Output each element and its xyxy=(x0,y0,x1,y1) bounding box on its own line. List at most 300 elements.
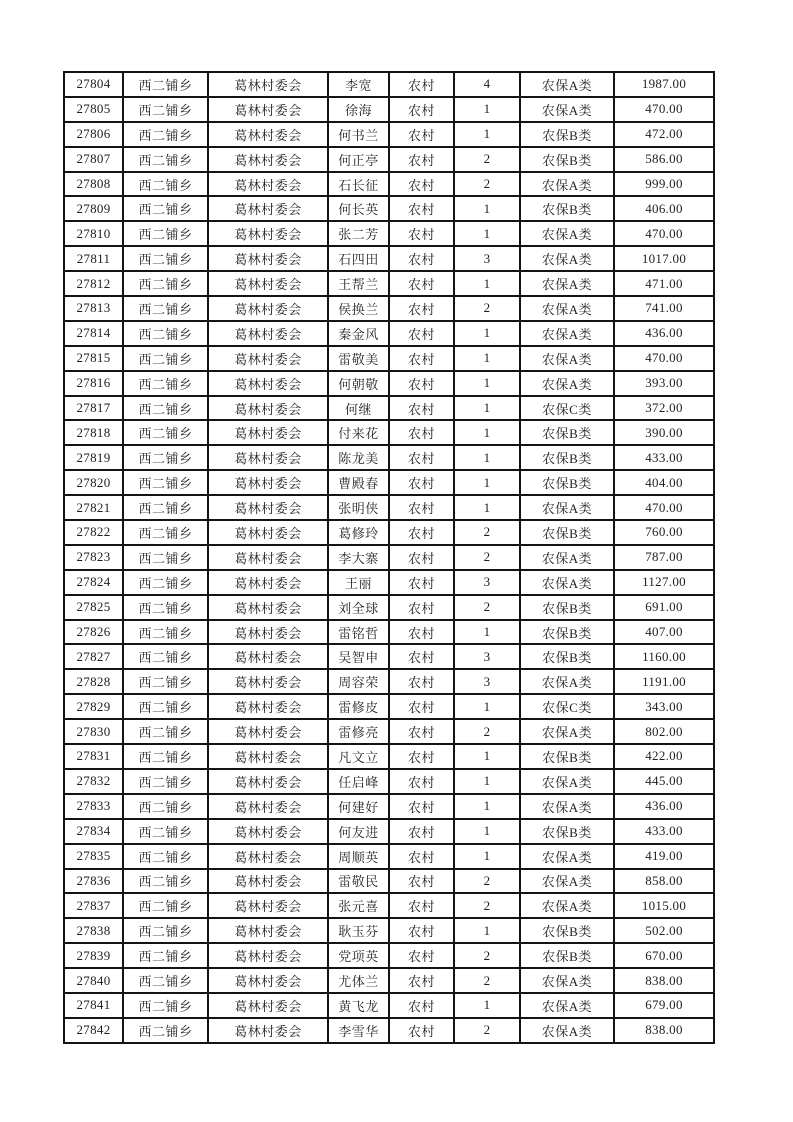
cell-township: 西二铺乡 xyxy=(123,694,208,719)
cell-id: 27805 xyxy=(64,97,123,122)
cell-amount: 760.00 xyxy=(614,520,714,545)
cell-id: 27836 xyxy=(64,869,123,894)
cell-category: 农保B类 xyxy=(520,819,614,844)
table-row xyxy=(64,694,714,719)
cell-amount: 838.00 xyxy=(614,968,714,993)
cell-township: 西二铺乡 xyxy=(123,396,208,421)
cell-township: 西二铺乡 xyxy=(123,296,208,321)
cell-category: 农保B类 xyxy=(520,445,614,470)
cell-count: 2 xyxy=(454,1018,520,1043)
cell-amount: 470.00 xyxy=(614,346,714,371)
cell-count: 2 xyxy=(454,719,520,744)
cell-village: 葛林村委会 xyxy=(208,1018,328,1043)
table-row xyxy=(64,296,714,321)
table-row xyxy=(64,1018,714,1043)
cell-township: 西二铺乡 xyxy=(123,221,208,246)
cell-name: 陈龙美 xyxy=(328,445,389,470)
cell-count: 1 xyxy=(454,271,520,296)
cell-category: 农保A类 xyxy=(520,968,614,993)
cell-amount: 390.00 xyxy=(614,420,714,445)
cell-village: 葛林村委会 xyxy=(208,968,328,993)
table-row xyxy=(64,445,714,470)
cell-count: 4 xyxy=(454,72,520,97)
cell-area-type: 农村 xyxy=(389,669,454,694)
cell-village: 葛林村委会 xyxy=(208,470,328,495)
table-row xyxy=(64,819,714,844)
cell-category: 农保A类 xyxy=(520,495,614,520)
table-row xyxy=(64,122,714,147)
cell-area-type: 农村 xyxy=(389,196,454,221)
cell-category: 农保A类 xyxy=(520,371,614,396)
cell-village: 葛林村委会 xyxy=(208,520,328,545)
cell-township: 西二铺乡 xyxy=(123,495,208,520)
cell-id: 27831 xyxy=(64,744,123,769)
cell-category: 农保A类 xyxy=(520,221,614,246)
table-row xyxy=(64,97,714,122)
cell-name: 石四田 xyxy=(328,246,389,271)
cell-township: 西二铺乡 xyxy=(123,744,208,769)
cell-amount: 502.00 xyxy=(614,918,714,943)
cell-category: 农保A类 xyxy=(520,570,614,595)
cell-area-type: 农村 xyxy=(389,943,454,968)
cell-count: 2 xyxy=(454,172,520,197)
cell-township: 西二铺乡 xyxy=(123,844,208,869)
cell-id: 27820 xyxy=(64,470,123,495)
cell-area-type: 农村 xyxy=(389,147,454,172)
cell-village: 葛林村委会 xyxy=(208,346,328,371)
table-row xyxy=(64,769,714,794)
cell-amount: 407.00 xyxy=(614,620,714,645)
cell-category: 农保A类 xyxy=(520,72,614,97)
cell-township: 西二铺乡 xyxy=(123,445,208,470)
table-row xyxy=(64,196,714,221)
cell-id: 27825 xyxy=(64,595,123,620)
pension-table-container xyxy=(63,71,715,1044)
cell-township: 西二铺乡 xyxy=(123,918,208,943)
cell-id: 27815 xyxy=(64,346,123,371)
table-row xyxy=(64,495,714,520)
cell-category: 农保A类 xyxy=(520,893,614,918)
cell-count: 1 xyxy=(454,620,520,645)
table-row xyxy=(64,246,714,271)
cell-township: 西二铺乡 xyxy=(123,420,208,445)
table-row xyxy=(64,147,714,172)
table-row xyxy=(64,943,714,968)
cell-name: 李雪华 xyxy=(328,1018,389,1043)
cell-amount: 433.00 xyxy=(614,445,714,470)
cell-township: 西二铺乡 xyxy=(123,97,208,122)
cell-township: 西二铺乡 xyxy=(123,819,208,844)
cell-name: 雷敬民 xyxy=(328,869,389,894)
cell-area-type: 农村 xyxy=(389,620,454,645)
cell-amount: 838.00 xyxy=(614,1018,714,1043)
cell-amount: 372.00 xyxy=(614,396,714,421)
cell-count: 1 xyxy=(454,495,520,520)
cell-count: 2 xyxy=(454,296,520,321)
cell-village: 葛林村委会 xyxy=(208,893,328,918)
cell-category: 农保B类 xyxy=(520,620,614,645)
cell-township: 西二铺乡 xyxy=(123,122,208,147)
cell-village: 葛林村委会 xyxy=(208,644,328,669)
table-row xyxy=(64,321,714,346)
cell-village: 葛林村委会 xyxy=(208,321,328,346)
cell-category: 农保B类 xyxy=(520,918,614,943)
cell-township: 西二铺乡 xyxy=(123,470,208,495)
cell-village: 葛林村委会 xyxy=(208,595,328,620)
cell-id: 27810 xyxy=(64,221,123,246)
cell-id: 27817 xyxy=(64,396,123,421)
cell-village: 葛林村委会 xyxy=(208,72,328,97)
cell-category: 农保A类 xyxy=(520,97,614,122)
cell-name: 何朝敬 xyxy=(328,371,389,396)
cell-id: 27841 xyxy=(64,993,123,1018)
cell-township: 西二铺乡 xyxy=(123,719,208,744)
cell-id: 27840 xyxy=(64,968,123,993)
cell-category: 农保A类 xyxy=(520,993,614,1018)
cell-township: 西二铺乡 xyxy=(123,669,208,694)
cell-village: 葛林村委会 xyxy=(208,570,328,595)
cell-name: 周顺英 xyxy=(328,844,389,869)
cell-name: 周容荣 xyxy=(328,669,389,694)
cell-id: 27821 xyxy=(64,495,123,520)
cell-area-type: 农村 xyxy=(389,97,454,122)
cell-name: 何继 xyxy=(328,396,389,421)
cell-area-type: 农村 xyxy=(389,918,454,943)
cell-township: 西二铺乡 xyxy=(123,147,208,172)
cell-amount: 691.00 xyxy=(614,595,714,620)
table-row xyxy=(64,520,714,545)
cell-area-type: 农村 xyxy=(389,794,454,819)
cell-amount: 472.00 xyxy=(614,122,714,147)
cell-amount: 999.00 xyxy=(614,172,714,197)
cell-village: 葛林村委会 xyxy=(208,221,328,246)
cell-township: 西二铺乡 xyxy=(123,620,208,645)
cell-id: 27812 xyxy=(64,271,123,296)
cell-amount: 433.00 xyxy=(614,819,714,844)
table-row xyxy=(64,595,714,620)
cell-name: 徐海 xyxy=(328,97,389,122)
cell-village: 葛林村委会 xyxy=(208,844,328,869)
cell-township: 西二铺乡 xyxy=(123,72,208,97)
table-row xyxy=(64,744,714,769)
cell-count: 1 xyxy=(454,744,520,769)
table-row xyxy=(64,918,714,943)
cell-village: 葛林村委会 xyxy=(208,943,328,968)
cell-area-type: 农村 xyxy=(389,744,454,769)
cell-category: 农保B类 xyxy=(520,470,614,495)
cell-village: 葛林村委会 xyxy=(208,819,328,844)
cell-name: 尤体兰 xyxy=(328,968,389,993)
cell-id: 27828 xyxy=(64,669,123,694)
cell-township: 西二铺乡 xyxy=(123,595,208,620)
cell-id: 27834 xyxy=(64,819,123,844)
cell-category: 农保A类 xyxy=(520,794,614,819)
cell-township: 西二铺乡 xyxy=(123,371,208,396)
table-row xyxy=(64,570,714,595)
cell-area-type: 农村 xyxy=(389,993,454,1018)
table-row xyxy=(64,172,714,197)
cell-area-type: 农村 xyxy=(389,495,454,520)
cell-name: 任启峰 xyxy=(328,769,389,794)
cell-category: 农保A类 xyxy=(520,844,614,869)
cell-category: 农保B类 xyxy=(520,943,614,968)
cell-township: 西二铺乡 xyxy=(123,644,208,669)
cell-amount: 419.00 xyxy=(614,844,714,869)
cell-village: 葛林村委会 xyxy=(208,694,328,719)
cell-village: 葛林村委会 xyxy=(208,172,328,197)
cell-name: 石长征 xyxy=(328,172,389,197)
cell-village: 葛林村委会 xyxy=(208,420,328,445)
cell-village: 葛林村委会 xyxy=(208,445,328,470)
cell-area-type: 农村 xyxy=(389,769,454,794)
cell-village: 葛林村委会 xyxy=(208,122,328,147)
cell-name: 耿玉芬 xyxy=(328,918,389,943)
cell-area-type: 农村 xyxy=(389,221,454,246)
cell-name: 雷修亮 xyxy=(328,719,389,744)
cell-id: 27838 xyxy=(64,918,123,943)
cell-id: 27818 xyxy=(64,420,123,445)
cell-area-type: 农村 xyxy=(389,420,454,445)
cell-count: 2 xyxy=(454,520,520,545)
cell-name: 曹殿春 xyxy=(328,470,389,495)
cell-village: 葛林村委会 xyxy=(208,669,328,694)
table-row xyxy=(64,221,714,246)
cell-area-type: 农村 xyxy=(389,72,454,97)
cell-count: 1 xyxy=(454,396,520,421)
cell-village: 葛林村委会 xyxy=(208,620,328,645)
cell-name: 张明侠 xyxy=(328,495,389,520)
cell-id: 27808 xyxy=(64,172,123,197)
cell-area-type: 农村 xyxy=(389,271,454,296)
cell-amount: 1015.00 xyxy=(614,893,714,918)
cell-area-type: 农村 xyxy=(389,819,454,844)
cell-village: 葛林村委会 xyxy=(208,271,328,296)
cell-township: 西二铺乡 xyxy=(123,570,208,595)
cell-id: 27830 xyxy=(64,719,123,744)
cell-category: 农保A类 xyxy=(520,321,614,346)
cell-name: 黄飞龙 xyxy=(328,993,389,1018)
cell-category: 农保C类 xyxy=(520,396,614,421)
cell-name: 刘全球 xyxy=(328,595,389,620)
cell-amount: 470.00 xyxy=(614,221,714,246)
cell-amount: 1017.00 xyxy=(614,246,714,271)
cell-village: 葛林村委会 xyxy=(208,196,328,221)
cell-category: 农保B类 xyxy=(520,644,614,669)
cell-count: 1 xyxy=(454,769,520,794)
cell-amount: 741.00 xyxy=(614,296,714,321)
cell-amount: 802.00 xyxy=(614,719,714,744)
cell-id: 27826 xyxy=(64,620,123,645)
cell-count: 2 xyxy=(454,869,520,894)
cell-area-type: 农村 xyxy=(389,445,454,470)
cell-area-type: 农村 xyxy=(389,968,454,993)
cell-category: 农保B类 xyxy=(520,744,614,769)
cell-village: 葛林村委会 xyxy=(208,296,328,321)
cell-category: 农保B类 xyxy=(520,122,614,147)
cell-amount: 1987.00 xyxy=(614,72,714,97)
cell-name: 何建好 xyxy=(328,794,389,819)
cell-category: 农保A类 xyxy=(520,769,614,794)
cell-village: 葛林村委会 xyxy=(208,719,328,744)
cell-count: 1 xyxy=(454,694,520,719)
cell-id: 27837 xyxy=(64,893,123,918)
cell-amount: 343.00 xyxy=(614,694,714,719)
cell-name: 雷敬美 xyxy=(328,346,389,371)
cell-id: 27824 xyxy=(64,570,123,595)
cell-count: 1 xyxy=(454,321,520,346)
cell-name: 何友进 xyxy=(328,819,389,844)
cell-amount: 470.00 xyxy=(614,495,714,520)
cell-amount: 586.00 xyxy=(614,147,714,172)
cell-category: 农保C类 xyxy=(520,694,614,719)
cell-amount: 1160.00 xyxy=(614,644,714,669)
cell-village: 葛林村委会 xyxy=(208,794,328,819)
cell-id: 27804 xyxy=(64,72,123,97)
table-row xyxy=(64,470,714,495)
cell-area-type: 农村 xyxy=(389,595,454,620)
cell-amount: 393.00 xyxy=(614,371,714,396)
cell-count: 1 xyxy=(454,221,520,246)
cell-area-type: 农村 xyxy=(389,246,454,271)
cell-name: 王丽 xyxy=(328,570,389,595)
cell-count: 3 xyxy=(454,644,520,669)
cell-count: 1 xyxy=(454,918,520,943)
cell-id: 27807 xyxy=(64,147,123,172)
cell-area-type: 农村 xyxy=(389,321,454,346)
cell-name: 何长英 xyxy=(328,196,389,221)
cell-village: 葛林村委会 xyxy=(208,769,328,794)
table-row xyxy=(64,271,714,296)
cell-amount: 1127.00 xyxy=(614,570,714,595)
cell-count: 2 xyxy=(454,943,520,968)
cell-id: 27819 xyxy=(64,445,123,470)
table-row xyxy=(64,620,714,645)
cell-area-type: 农村 xyxy=(389,396,454,421)
cell-count: 1 xyxy=(454,346,520,371)
cell-id: 27806 xyxy=(64,122,123,147)
cell-township: 西二铺乡 xyxy=(123,196,208,221)
table-row xyxy=(64,993,714,1018)
cell-amount: 422.00 xyxy=(614,744,714,769)
cell-name: 付来花 xyxy=(328,420,389,445)
cell-area-type: 农村 xyxy=(389,122,454,147)
cell-township: 西二铺乡 xyxy=(123,1018,208,1043)
cell-count: 2 xyxy=(454,147,520,172)
cell-category: 农保B类 xyxy=(520,196,614,221)
cell-id: 27814 xyxy=(64,321,123,346)
cell-name: 凡文立 xyxy=(328,744,389,769)
cell-township: 西二铺乡 xyxy=(123,545,208,570)
cell-id: 27827 xyxy=(64,644,123,669)
cell-id: 27829 xyxy=(64,694,123,719)
cell-name: 李大寨 xyxy=(328,545,389,570)
cell-id: 27822 xyxy=(64,520,123,545)
cell-area-type: 农村 xyxy=(389,719,454,744)
cell-id: 27811 xyxy=(64,246,123,271)
cell-id: 27809 xyxy=(64,196,123,221)
table-row xyxy=(64,545,714,570)
table-body xyxy=(64,72,714,1043)
cell-amount: 787.00 xyxy=(614,545,714,570)
cell-village: 葛林村委会 xyxy=(208,97,328,122)
cell-count: 1 xyxy=(454,122,520,147)
cell-category: 农保A类 xyxy=(520,1018,614,1043)
cell-id: 27842 xyxy=(64,1018,123,1043)
table-row xyxy=(64,371,714,396)
cell-category: 农保A类 xyxy=(520,271,614,296)
cell-name: 张二芳 xyxy=(328,221,389,246)
table-row xyxy=(64,669,714,694)
cell-village: 葛林村委会 xyxy=(208,246,328,271)
table-row xyxy=(64,346,714,371)
table-row xyxy=(64,420,714,445)
cell-count: 2 xyxy=(454,968,520,993)
cell-area-type: 农村 xyxy=(389,470,454,495)
table-row xyxy=(64,72,714,97)
cell-count: 1 xyxy=(454,420,520,445)
table-row xyxy=(64,396,714,421)
cell-category: 农保B类 xyxy=(520,595,614,620)
cell-count: 1 xyxy=(454,993,520,1018)
table-row xyxy=(64,794,714,819)
cell-area-type: 农村 xyxy=(389,172,454,197)
cell-count: 2 xyxy=(454,545,520,570)
cell-category: 农保B类 xyxy=(520,520,614,545)
cell-amount: 679.00 xyxy=(614,993,714,1018)
cell-name: 秦金风 xyxy=(328,321,389,346)
cell-township: 西二铺乡 xyxy=(123,346,208,371)
cell-category: 农保A类 xyxy=(520,172,614,197)
cell-village: 葛林村委会 xyxy=(208,495,328,520)
cell-name: 张元喜 xyxy=(328,893,389,918)
cell-count: 1 xyxy=(454,196,520,221)
cell-township: 西二铺乡 xyxy=(123,246,208,271)
cell-township: 西二铺乡 xyxy=(123,869,208,894)
cell-area-type: 农村 xyxy=(389,869,454,894)
cell-id: 27816 xyxy=(64,371,123,396)
cell-id: 27835 xyxy=(64,844,123,869)
cell-area-type: 农村 xyxy=(389,346,454,371)
cell-area-type: 农村 xyxy=(389,520,454,545)
cell-amount: 858.00 xyxy=(614,869,714,894)
cell-name: 何正亭 xyxy=(328,147,389,172)
pension-table xyxy=(63,71,715,1044)
cell-category: 农保B类 xyxy=(520,420,614,445)
table-row xyxy=(64,644,714,669)
cell-name: 葛修玲 xyxy=(328,520,389,545)
cell-township: 西二铺乡 xyxy=(123,993,208,1018)
cell-count: 1 xyxy=(454,445,520,470)
cell-village: 葛林村委会 xyxy=(208,545,328,570)
cell-category: 农保A类 xyxy=(520,669,614,694)
cell-amount: 670.00 xyxy=(614,943,714,968)
cell-area-type: 农村 xyxy=(389,296,454,321)
cell-name: 李宽 xyxy=(328,72,389,97)
cell-amount: 406.00 xyxy=(614,196,714,221)
cell-name: 侯换兰 xyxy=(328,296,389,321)
cell-count: 1 xyxy=(454,794,520,819)
cell-category: 农保B类 xyxy=(520,147,614,172)
cell-id: 27823 xyxy=(64,545,123,570)
cell-area-type: 农村 xyxy=(389,893,454,918)
cell-area-type: 农村 xyxy=(389,545,454,570)
cell-village: 葛林村委会 xyxy=(208,147,328,172)
cell-village: 葛林村委会 xyxy=(208,918,328,943)
cell-amount: 445.00 xyxy=(614,769,714,794)
cell-township: 西二铺乡 xyxy=(123,271,208,296)
cell-area-type: 农村 xyxy=(389,1018,454,1043)
cell-category: 农保A类 xyxy=(520,296,614,321)
